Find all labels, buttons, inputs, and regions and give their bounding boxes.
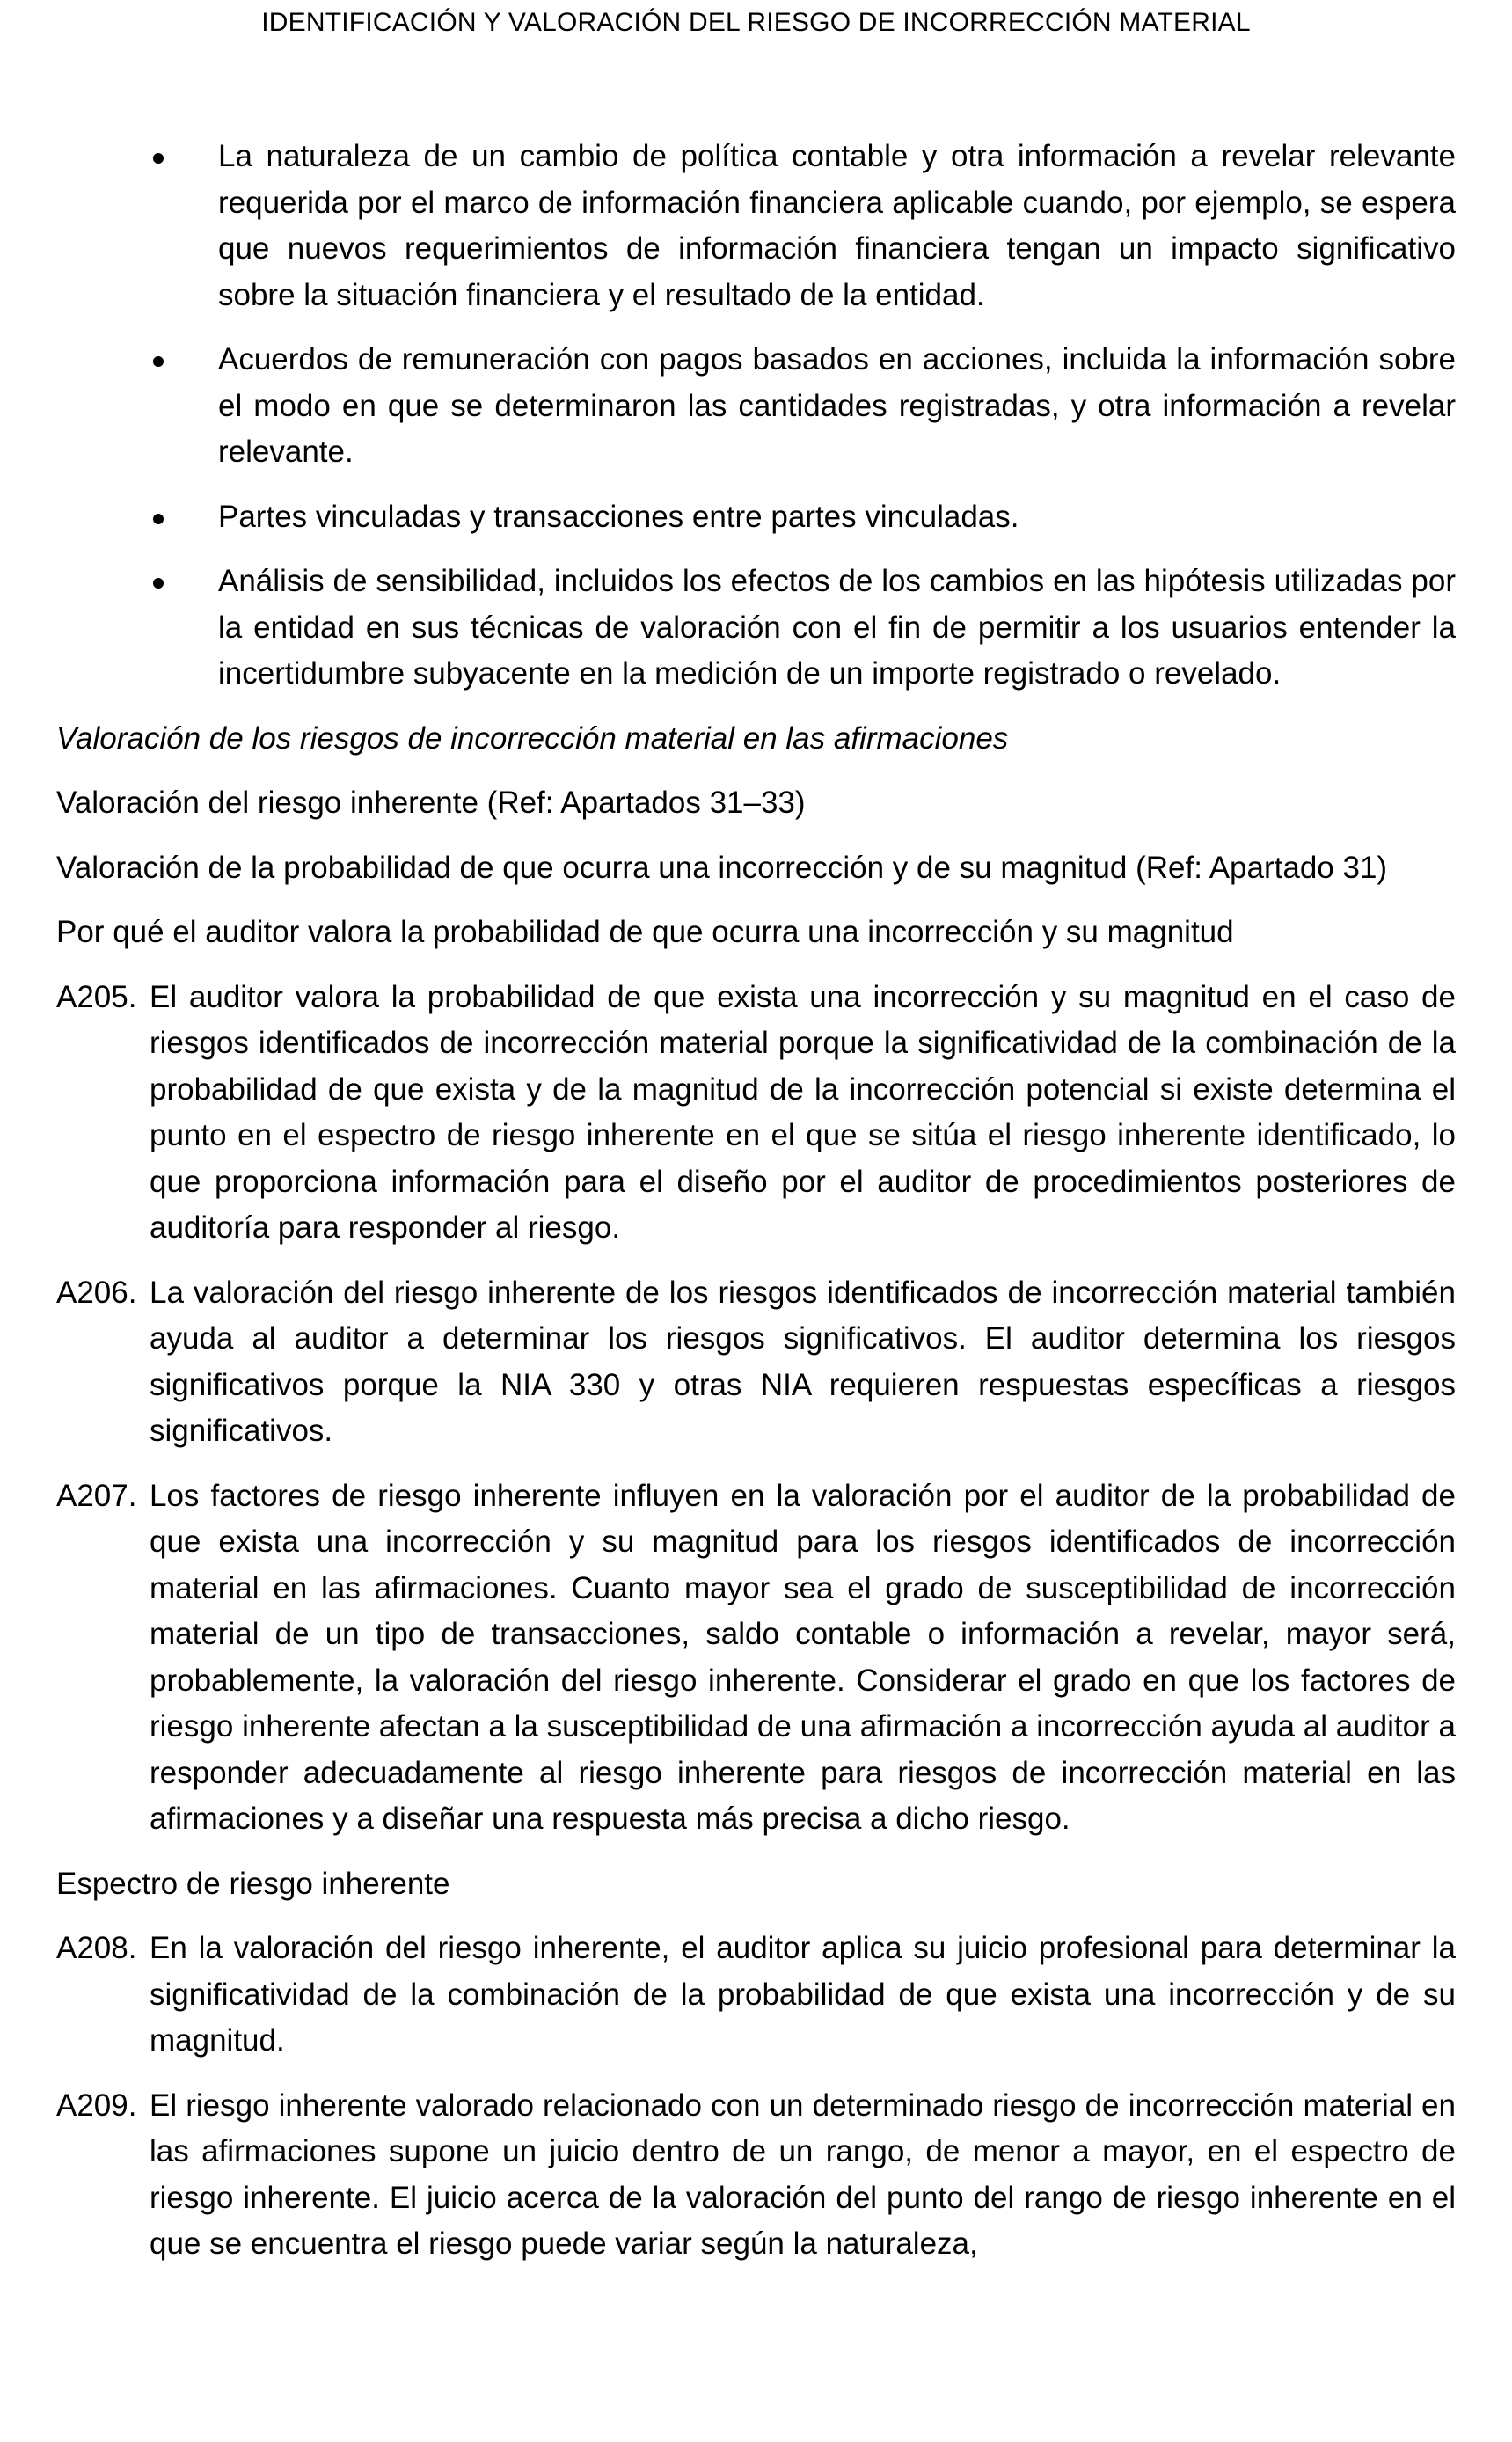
subsection-heading: Por qué el auditor valora la probabilidad de que ocurra una incorrección y su magnitud	[56, 915, 1234, 949]
subsection-heading: Valoración de la probabilidad de que ocurra una incorrección y de su magnitud (Ref: Apartado 31)	[56, 850, 1388, 885]
paragraph-number: A208.	[56, 1931, 137, 1965]
bullet-icon	[56, 134, 218, 318]
section-heading-italic: Valoración de los riesgos de incorrección material en las afirmaciones	[56, 720, 1009, 756]
bullet-text: Análisis de sensibilidad, incluidos los efectos de los cambios en las hipótesis utilizadas por la entidad en sus técnicas de valoración con el fin de permitir a los usuarios entender la incertidumbre subyacente en la medición de un importe registrado o revelado.	[218, 564, 1456, 691]
paragraph-text: El riesgo inherente valorado relacionado con un determinado riesgo de incorrección material en las afirmaciones supone un juicio dentro de un rango, de menor a mayor, en el espectro de riesgo inherente. El juicio acerca de la valoración del punto del rango de riesgo inherente en el que se encuentra el riesgo puede variar según la naturaleza,	[150, 2087, 1456, 2261]
paragraph-number: A207.	[56, 1478, 137, 1513]
list-item	[56, 559, 1456, 698]
bullet-icon	[56, 337, 218, 476]
bullet-icon	[56, 494, 218, 541]
paragraph-a205	[56, 975, 1456, 1252]
paragraph-number: A206.	[56, 1275, 137, 1310]
paragraph-a206	[56, 1270, 1456, 1455]
subsection-heading: Espectro de riesgo inherente	[56, 1866, 450, 1901]
document-page	[56, 0, 1456, 2286]
subsection-heading: Valoración del riesgo inherente (Ref: Apartados 31–33)	[56, 786, 806, 820]
paragraph-text: Los factores de riesgo inherente influyen en la valoración por el auditor de la probabilidad de que exista una incorrección y su magnitud para los riesgos identificados de incorrección material en las afirmaciones. Cuanto mayor sea el grado de susceptibilidad de incorrección material de un tipo de transacciones, saldo contable o información a revelar, mayor será, probablemente, la valoración del riesgo inherente. Considerar el grado en que los factores de riesgo inherente afectan a la susceptibilidad de una afirmación a incorrección ayuda al auditor a responder adecuadamente al riesgo inherente para riesgos de incorrección material en las afirmaciones y a diseñar una respuesta más precisa a dicho riesgo.	[150, 1478, 1456, 1836]
list-item	[56, 494, 1456, 541]
bullet-icon	[56, 559, 218, 698]
paragraph-a207	[56, 1473, 1456, 1843]
bullet-text: Acuerdos de remuneración con pagos basados en acciones, incluida la información sobre el modo en que se determinaron las cantidades registradas, y otra información a revelar relevante.	[218, 342, 1456, 469]
paragraph-a209	[56, 2083, 1456, 2268]
paragraph-text: El auditor valora la probabilidad de que exista una incorrección y su magnitud en el caso de riesgos identificados de incorrección material porque la significatividad de la combinación de la probabilidad de que exista y de la magnitud de la incorrección potencial si existe determina el punto en el espectro de riesgo inherente en el que se sitúa el riesgo inherente identificado, lo que proporciona información para el diseño por el auditor de procedimientos posteriores de auditoría para responder al riesgo.	[150, 979, 1456, 1245]
running-header: IDENTIFICACIÓN Y VALORACIÓN DEL RIESGO DE INCORRECCIÓN MATERIAL	[261, 8, 1251, 37]
list-item	[56, 134, 1456, 318]
paragraph-text: La valoración del riesgo inherente de los riesgos identificados de incorrección material también ayuda al auditor a determinar los riesgos significativos. El auditor determina los riesgos significativos porque la NIA 330 y otras NIA requieren respuestas específicas a riesgos significativos.	[150, 1275, 1456, 1448]
paragraph-a208	[56, 1926, 1456, 2065]
bullet-list	[56, 134, 1456, 698]
paragraph-text: En la valoración del riesgo inherente, el auditor aplica su juicio profesional para determinar la significatividad de la combinación de la probabilidad de que exista una incorrección y de su magnitud.	[150, 1931, 1456, 2058]
list-item	[56, 337, 1456, 476]
bullet-text: La naturaleza de un cambio de política contable y otra información a revelar relevante requerida por el marco de información financiera aplicable cuando, por ejemplo, se espera que nuevos requerimientos de información financiera tengan un impacto significativo sobre la situación financiera y el resultado de la entidad.	[218, 139, 1456, 312]
bullet-text: Partes vinculadas y transacciones entre partes vinculadas.	[218, 499, 1019, 534]
paragraph-number: A205.	[56, 979, 137, 1014]
paragraph-number: A209.	[56, 2087, 137, 2123]
